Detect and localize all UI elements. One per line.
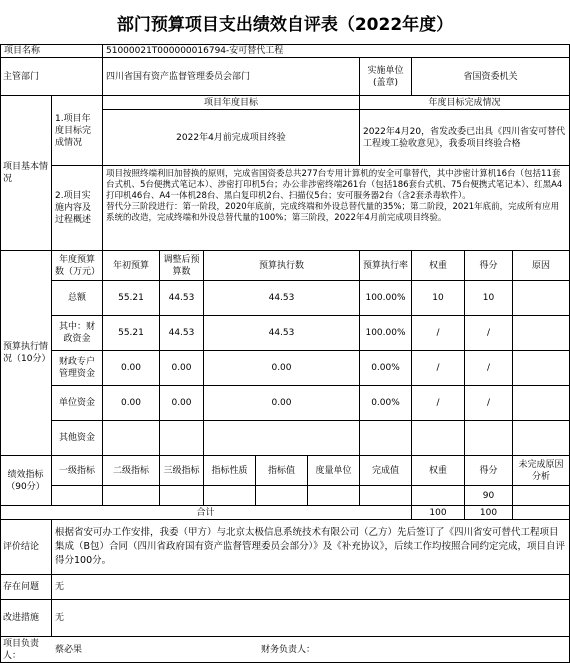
issues-value: 无 xyxy=(52,575,570,600)
target-text: 2022年4月前完成项目终验 xyxy=(103,110,360,166)
budget-header-score: 得分 xyxy=(465,251,513,281)
budget-row-adjusted: 0.00 xyxy=(160,351,204,386)
page-title: 部门预算项目支出绩效自评表（2022年度） xyxy=(0,0,570,45)
perf-header-score: 得分 xyxy=(465,456,513,486)
perf-cell xyxy=(513,486,570,506)
budget-row-reason xyxy=(513,386,570,421)
budget-row-rate xyxy=(360,421,412,456)
budget-row-rate: 0.00% xyxy=(360,386,412,421)
perf-cell xyxy=(256,486,308,506)
perf-header-actual: 完成值 xyxy=(360,456,412,486)
target-label: 1.项目年度目标完成情况 xyxy=(52,96,103,166)
col-target-header: 项目年度目标 xyxy=(103,96,360,110)
budget-row-adjusted: 44.53 xyxy=(160,281,204,316)
budget-row-weight xyxy=(412,421,465,456)
perf-section-label: 绩效指标（90分） xyxy=(0,456,52,506)
measures-value: 无 xyxy=(52,600,570,637)
budget-row-rate: 0.00% xyxy=(360,351,412,386)
project-name-label: 项目名称 xyxy=(0,44,103,58)
budget-row-reason xyxy=(513,281,570,316)
measures-label: 改进措施 xyxy=(0,600,52,637)
conclusion-text: 根据省安可办工作安排，我委（甲方）与北京太极信息系统技术有限公司（乙方）先后签订了《四川省安可替代工程项目集成（B包）合同（四川省政府国有资产监督管理委员会部分）》及《补充协议》，后续工作均按照合同约定完成，项目自评得分100分。 xyxy=(52,520,570,575)
col-done-header: 年度目标完成情况 xyxy=(360,96,570,110)
budget-row-label: 其中：财政资金 xyxy=(52,316,103,351)
budget-header-weight: 权重 xyxy=(412,251,465,281)
budget-section-label: 预算执行情况（10分） xyxy=(0,251,52,456)
total-weight: 100 xyxy=(412,506,465,520)
total-label: 合计 xyxy=(0,506,412,520)
budget-row-label: 财政专户管理资金 xyxy=(52,351,103,386)
budget-row-score: / xyxy=(465,351,513,386)
budget-row-weight: / xyxy=(412,316,465,351)
budget-header-initial: 年初预算 xyxy=(103,251,160,281)
budget-row-initial: 55.21 xyxy=(103,281,160,316)
budget-row-rate: 100.00% xyxy=(360,281,412,316)
budget-row-exec: 0.00 xyxy=(204,351,360,386)
perf-cell xyxy=(360,486,412,506)
perf-cell xyxy=(160,486,204,506)
budget-row-exec: 0.00 xyxy=(204,386,360,421)
budget-header-adjusted: 调整后预算数 xyxy=(160,251,204,281)
perf-header-weight: 权重 xyxy=(412,456,465,486)
budget-row-exec: 44.53 xyxy=(204,281,360,316)
budget-row-reason xyxy=(513,351,570,386)
budget-row-adjusted xyxy=(160,421,204,456)
dept-label: 主管部门 xyxy=(0,58,103,96)
owner-label: 项目负责人： xyxy=(0,637,52,663)
budget-row-exec: 44.53 xyxy=(204,316,360,351)
basic-section-label: 项目基本情况 xyxy=(0,96,52,251)
budget-row-weight: 10 xyxy=(412,281,465,316)
impl-text: 项目按照终端利旧加替换的原则，完成省国资委总共277台专用计算机的安全可靠替代，其中涉密计算机16台（包括11套台式机、5台便携式笔记本）、涉密打印机5台；办公非涉密终端261台（包括186套台式机、75台便携式笔记本）、红黑A4打印机46台、A4一体机28台、黑白复印机2台、扫描仪5台；安可服务器2台（含2套杀毒软件）。 替代分三阶段进行：第一阶段，2020年底前，完成终端和外设总替代量的35%；第二阶段，2021年底前，完成所有应用系统的改造，完成终端和外设总替代量的100%；第三阶段，2022年4月前完成项目终验。 xyxy=(103,166,570,251)
perf-header-l2: 二级指标 xyxy=(103,456,160,486)
budget-header-annual: 年度预算数（万元） xyxy=(52,251,103,281)
perf-cell xyxy=(412,486,465,506)
perf-header-l1: 一级指标 xyxy=(52,456,103,486)
budget-row-adjusted: 44.53 xyxy=(160,316,204,351)
budget-row-initial: 0.00 xyxy=(103,386,160,421)
budget-row-reason xyxy=(513,421,570,456)
perf-cell xyxy=(308,486,360,506)
budget-row-adjusted: 0.00 xyxy=(160,386,204,421)
budget-row-reason xyxy=(513,316,570,351)
perf-header-unit: 度量单位 xyxy=(308,456,360,486)
done-text: 2022年4月20，省发改委已出具《四川省安可替代工程竣工验收意见》，我委项目终验合格 xyxy=(360,110,570,166)
impl-unit-label: 实施单位 (盖章) xyxy=(360,58,412,96)
budget-row-weight: / xyxy=(412,386,465,421)
perf-header-l3: 三级指标 xyxy=(160,456,204,486)
total-score: 100 xyxy=(465,506,513,520)
budget-header-reason: 原因 xyxy=(513,251,570,281)
budget-row-exec xyxy=(204,421,360,456)
budget-header-rate: 预算执行率 xyxy=(360,251,412,281)
dept-value: 四川省国有资产监督管理委员会部门 xyxy=(103,58,360,96)
conclusion-label: 评价结论 xyxy=(0,520,52,575)
budget-row-rate: 100.00% xyxy=(360,316,412,351)
budget-header-exec: 预算执行数 xyxy=(204,251,360,281)
budget-row-score: / xyxy=(465,316,513,351)
perf-header-value: 指标值 xyxy=(256,456,308,486)
perf-cell xyxy=(204,486,256,506)
perf-header-nature: 指标性质 xyxy=(204,456,256,486)
budget-row-initial xyxy=(103,421,160,456)
impl-unit-value: 省国资委机关 xyxy=(412,58,570,96)
budget-row-initial: 55.21 xyxy=(103,316,160,351)
perf-cell xyxy=(52,486,103,506)
issues-label: 存在问题 xyxy=(0,575,52,600)
perf-header-reason: 未完成原因分析 xyxy=(513,456,570,486)
perf-row-score: 90 xyxy=(465,486,513,506)
budget-row-label: 其他资金 xyxy=(52,421,103,456)
budget-row-initial: 0.00 xyxy=(103,351,160,386)
owner-value: 蔡必果 xyxy=(52,637,258,663)
budget-row-score: / xyxy=(465,386,513,421)
perf-cell xyxy=(103,486,160,506)
budget-row-weight: / xyxy=(412,351,465,386)
impl-label: 2.项目实施内容及过程概述 xyxy=(52,166,103,251)
project-name-value: 51000021T000000016794-安可替代工程 xyxy=(103,44,570,58)
budget-row-score: 10 xyxy=(465,281,513,316)
budget-row-label: 单位资金 xyxy=(52,386,103,421)
total-empty xyxy=(513,506,570,520)
budget-row-score xyxy=(465,421,513,456)
budget-row-label: 总额 xyxy=(52,281,103,316)
finance-label: 财务负责人： xyxy=(258,637,570,663)
